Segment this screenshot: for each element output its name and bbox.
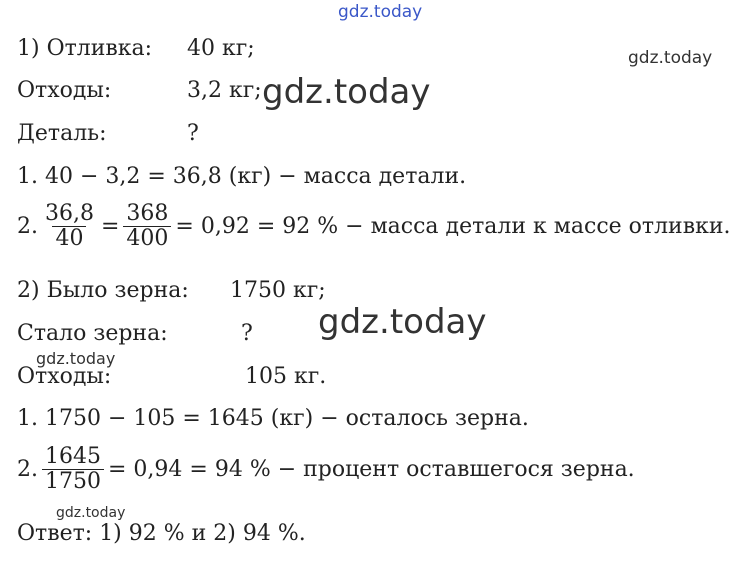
watermark-large: gdz.today — [318, 302, 487, 342]
watermark-large: gdz.today — [262, 72, 431, 112]
step-number: 2. — [17, 456, 38, 482]
equals-sign: = — [100, 213, 120, 239]
label: Отходы: — [17, 364, 112, 389]
fraction — [42, 445, 104, 494]
value: 105 кг. — [245, 364, 327, 389]
value: 3,2 кг; — [187, 78, 262, 103]
value: 40 кг; — [187, 36, 255, 61]
task1-step1: 1. 40 − 3,2 = 36,8 (кг) − масса детали. — [17, 164, 467, 189]
task2-row-grain-before — [17, 278, 326, 304]
fraction — [123, 202, 171, 251]
task1-step2 — [17, 202, 731, 251]
watermark-top: gdz.today — [338, 2, 423, 22]
watermark-right: gdz.today — [628, 48, 713, 68]
watermark-small: gdz.today — [56, 505, 126, 521]
expression-tail: = 0,92 = 92 % − масса детали к массе отливки. — [175, 213, 731, 239]
denominator: 400 — [123, 226, 171, 251]
label: Отходы: — [17, 78, 112, 103]
task1-row-casting — [17, 36, 255, 62]
numerator: 36,8 — [45, 201, 94, 226]
denominator: 1750 — [42, 469, 104, 494]
label: Стало зерна: — [17, 321, 168, 346]
numerator: 1645 — [45, 444, 101, 469]
denominator: 40 — [52, 226, 86, 251]
task1-row-part — [17, 121, 199, 147]
task1-row-waste — [17, 78, 262, 104]
watermark-small: gdz.today — [36, 349, 116, 368]
task2-step2 — [17, 445, 635, 494]
task2-row-grain-after — [17, 321, 253, 347]
label: Деталь: — [17, 121, 107, 146]
value: 1750 кг; — [230, 278, 326, 303]
value: ? — [187, 121, 199, 146]
label: 2) Было зерна: — [17, 278, 189, 303]
fraction — [42, 202, 97, 251]
task2-step1: 1. 1750 − 105 = 1645 (кг) − осталось зерна. — [17, 406, 529, 431]
label: 1) Отливка: — [17, 36, 153, 61]
value: ? — [241, 321, 253, 346]
answer: Ответ: 1) 92 % и 2) 94 %. — [17, 521, 306, 546]
numerator: 368 — [126, 201, 169, 226]
expression-tail: = 0,94 = 94 % − процент оставшегося зерна. — [108, 456, 635, 482]
step-number: 2. — [17, 213, 38, 239]
task2-row-waste — [17, 364, 326, 390]
